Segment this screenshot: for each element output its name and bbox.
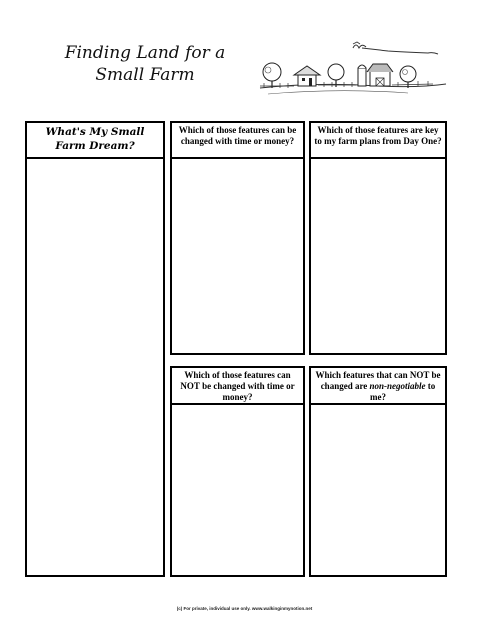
unchangeable-heading-strong: NOT (180, 381, 200, 391)
farm-dream-heading (27, 123, 163, 159)
farm-dream-heading-line2: Farm Dream? (55, 140, 135, 152)
page-title (40, 42, 250, 86)
farm-scene-icon (258, 38, 448, 100)
non-negotiable-heading-pre: Which features that can NOT be changed are (315, 370, 441, 391)
page-title-line1: Finding Land for a (64, 43, 226, 63)
changeable-features-writing-area[interactable] (172, 159, 303, 353)
farm-dream-writing-area[interactable] (27, 159, 163, 575)
key-features-heading: Which of those features are key to my farm plans from Day One? (311, 123, 445, 159)
key-features-box (309, 121, 447, 355)
page-title-line2: Small Farm (95, 65, 195, 85)
unchangeable-features-writing-area[interactable] (172, 405, 303, 575)
non-negotiable-features-heading (311, 368, 445, 405)
changeable-features-box (170, 121, 305, 355)
unchangeable-heading-pre: Which of those features can (184, 370, 291, 380)
non-negotiable-features-writing-area[interactable] (311, 405, 445, 575)
farm-dream-heading-line1: What's My Small (45, 126, 145, 138)
unchangeable-features-heading (172, 368, 303, 405)
non-negotiable-heading-post: to me? (370, 381, 436, 402)
key-features-writing-area[interactable] (311, 159, 445, 353)
non-negotiable-heading-em: non-negotiable (369, 381, 426, 391)
unchangeable-features-box (170, 366, 305, 577)
non-negotiable-features-box (309, 366, 447, 577)
farm-dream-box (25, 121, 165, 577)
unchangeable-heading-post: be changed with time or money? (199, 381, 295, 402)
copyright-footer: (c) For private, individual use only. www.walkinginmynotion.net (176, 606, 313, 611)
changeable-features-heading: Which of those features can be changed with time or money? (172, 123, 303, 159)
